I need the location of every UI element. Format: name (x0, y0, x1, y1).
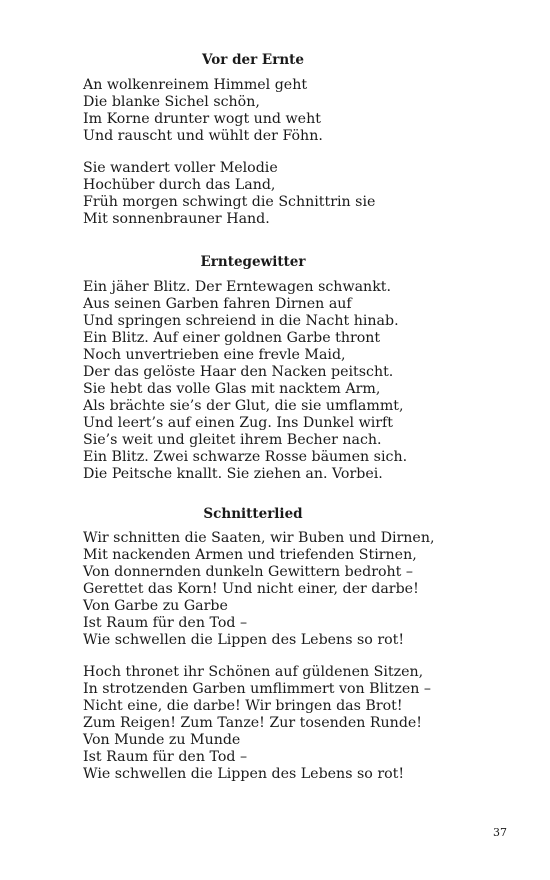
verse-line: Aus seinen Garben fahren Dirnen auf (83, 296, 352, 312)
verse-line: Und springen schreiend in die Nacht hinab. (83, 313, 399, 329)
verse-line: Von Garbe zu Garbe (83, 598, 228, 614)
verse-line: Als brächte sie’s der Glut, die sie umflammt, (83, 398, 404, 414)
verse-line: Wie schwellen die Lippen des Lebens so rot! (83, 632, 405, 648)
verse-line: Wie schwellen die Lippen des Lebens so rot! (83, 766, 405, 782)
verse-line: Und rauscht und wühlt der Föhn. (83, 128, 323, 144)
verse-line: Ist Raum für den Tod – (83, 615, 248, 631)
verse-line: Hochüber durch das Land, (83, 177, 276, 193)
stanza (83, 664, 463, 783)
verse-line: Die blanke Sichel schön, (83, 94, 260, 110)
verse-line: Die Peitsche knallt. Sie ziehen an. Vorbei. (83, 466, 383, 482)
verse-line: Ein Blitz. Auf einer goldnen Garbe thront (83, 330, 381, 346)
poem-body (83, 160, 463, 228)
poem-title: Vor der Ernte (202, 52, 304, 68)
poem-title: Erntegewitter (200, 254, 306, 270)
verse-line: Im Korne drunter wogt und weht (83, 111, 321, 127)
verse-line: Nicht eine, die darbe! Wir bringen das Brot! (83, 698, 403, 714)
poem-body (83, 530, 463, 649)
stanza (83, 77, 463, 145)
verse-line: Zum Reigen! Zum Tanze! Zur tosenden Runde! (83, 715, 423, 731)
verse-line: Von donnernden dunkeln Gewittern bedroht – (83, 564, 413, 580)
page-number: 37 (493, 826, 507, 839)
verse-line: In strotzenden Garben umflimmert von Blitzen – (83, 681, 431, 697)
stanza (83, 279, 463, 483)
verse-line: Mit sonnenbrauner Hand. (83, 211, 270, 227)
poem-body (83, 77, 463, 145)
poem-title: Schnitterlied (203, 506, 303, 522)
verse-line: Ist Raum für den Tod – (83, 749, 248, 765)
poem-body (83, 279, 463, 483)
verse-line: Mit nackenden Armen und triefenden Stirnen, (83, 547, 417, 563)
verse-line: Sie wandert voller Melodie (83, 160, 278, 176)
verse-line: Früh morgen schwingt die Schnittrin sie (83, 194, 376, 210)
verse-line: Ein jäher Blitz. Der Erntewagen schwankt. (83, 279, 391, 295)
stanza (83, 530, 463, 649)
verse-line: Wir schnitten die Saaten, wir Buben und Dirnen, (83, 530, 435, 546)
verse-line: Sie’s weit und gleitet ihrem Becher nach. (83, 432, 382, 448)
verse-line: Sie hebt das volle Glas mit nacktem Arm, (83, 381, 381, 397)
verse-line: Gerettet das Korn! Und nicht einer, der darbe! (83, 581, 419, 597)
verse-line: Noch unvertrieben eine frevle Maid, (83, 347, 346, 363)
stanza (83, 160, 463, 228)
verse-line: An wolkenreinem Himmel geht (83, 77, 308, 93)
verse-line: Und leert’s auf einen Zug. Ins Dunkel wirft (83, 415, 394, 431)
verse-line: Von Munde zu Munde (83, 732, 241, 748)
verse-line: Hoch thronet ihr Schönen auf güldenen Sitzen, (83, 664, 424, 680)
poem-body (83, 664, 463, 783)
verse-line: Ein Blitz. Zwei schwarze Rosse bäumen sich. (83, 449, 408, 465)
verse-line: Der das gelöste Haar den Nacken peitscht. (83, 364, 394, 380)
